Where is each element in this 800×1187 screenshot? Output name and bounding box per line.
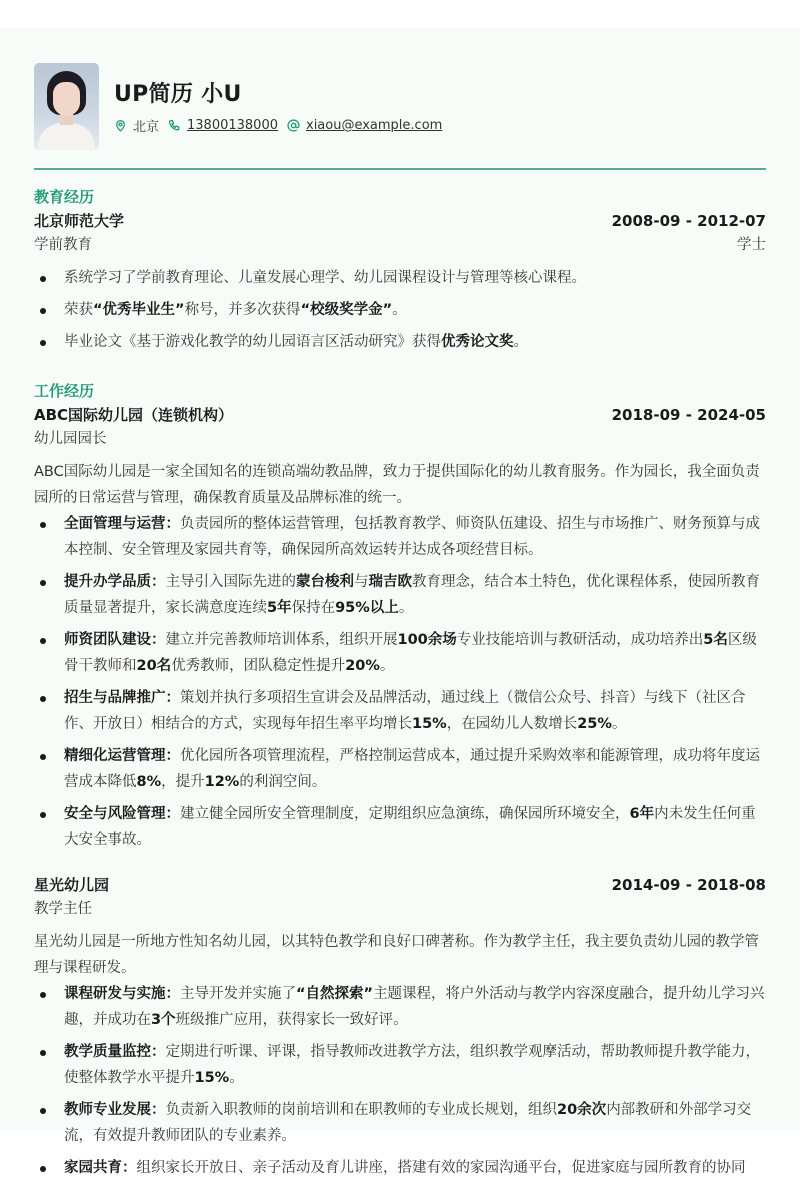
- section-title: 教育经历: [34, 188, 95, 206]
- emphasis: “校级奖学金”: [300, 302, 393, 318]
- emphasis: 教师专业发展：: [64, 1102, 166, 1118]
- job-role: 幼儿园园长: [34, 431, 107, 447]
- list-item: 师资团队建设：建立并完善教师培训体系，组织开展100余场专业技能培训与教研活动，成功培养出5名区级骨干教师和20名优秀教师，团队稳定性提升20%。: [34, 627, 766, 679]
- emphasis: 6年: [629, 806, 655, 822]
- emphasis: 8%: [136, 774, 162, 790]
- emphasis: 全面管理与运营：: [64, 516, 180, 532]
- header-divider: [34, 168, 766, 170]
- entry-date: 2018-09 - 2024-05: [611, 406, 766, 424]
- phone-link[interactable]: 13800138000: [187, 118, 278, 133]
- emphasis: 95%以上: [335, 600, 399, 616]
- list-item: 家园共育：组织家长开放日、亲子活动及育儿讲座，搭建有效的家园沟通平台，促进家庭与园所教育的协同: [34, 1155, 766, 1181]
- emphasis: 招生与品牌推广：: [64, 690, 180, 706]
- emphasis: 5名: [703, 632, 728, 648]
- entry-subheading: [34, 233, 766, 257]
- list-item: 提升办学品质：主导引入国际先进的蒙台梭利与瑞吉欧教育理念，结合本土特色，优化课程体系，使园所教育质量显著提升，家长满意度连续5年保持在95%以上。: [34, 569, 766, 621]
- list-item: 荣获“优秀毕业生”称号，并多次获得“校级奖学金”。: [34, 297, 766, 323]
- entry-heading: [34, 873, 766, 897]
- emphasis: 25%: [577, 716, 612, 732]
- emphasis: 蒙台梭利: [296, 574, 354, 590]
- emphasis: “自然探索”: [296, 986, 374, 1002]
- major: 学前教育: [34, 237, 92, 253]
- emphasis: 师资团队建设：: [64, 632, 166, 648]
- emphasis: 教学质量监控：: [64, 1044, 166, 1060]
- list-item: 精细化运营管理：优化园所各项管理流程，严格控制运营成本，通过提升采购效率和能源管理，成功将年度运营成本降低8%，提升12%的利润空间。: [34, 743, 766, 795]
- degree: 学士: [737, 237, 766, 253]
- emphasis: 精细化运营管理：: [64, 748, 180, 764]
- list-item: 毕业论文《基于游戏化教学的幼儿园语言区活动研究》获得优秀论文奖。: [34, 329, 766, 355]
- map-pin-icon: [114, 119, 127, 132]
- list-item: 安全与风险管理：建立健全园所安全管理制度，定期组织应急演练，确保园所环境安全，6年内未发生任何重大安全事故。: [34, 801, 766, 853]
- list-item: 课程研发与实施：主导开发并实施了“自然探索”主题课程，将户外活动与教学内容深度融合，提升幼儿学习兴趣，并成功在3个班级推广应用，获得家长一致好评。: [34, 981, 766, 1033]
- school-name: 北京师范大学: [34, 212, 125, 230]
- job-entry: [34, 873, 766, 1181]
- location-item: [114, 116, 159, 135]
- list-item: 系统学习了学前教育理论、儿童发展心理学、幼儿园课程设计与管理等核心课程。: [34, 265, 766, 291]
- email-item: [287, 118, 442, 133]
- entry-heading: [34, 209, 766, 233]
- bullet-list: [34, 265, 766, 355]
- emphasis: 提升办学品质：: [64, 574, 166, 590]
- emphasis: 20%: [345, 658, 380, 674]
- entry-subheading: [34, 897, 766, 921]
- phone-icon: [168, 119, 181, 132]
- list-item: 教学质量监控：定期进行听课、评课，指导教师改进教学方法，组织教学观摩活动，帮助教师提升教学能力，使整体教学水平提升15%。: [34, 1039, 766, 1091]
- job-role: 教学主任: [34, 901, 92, 917]
- list-item: 教师专业发展：负责新入职教师的岗前培训和在职教师的专业成长规划，组织20余次内部教研和外部学习交流，有效提升教师团队的专业素养。: [34, 1097, 766, 1149]
- candidate-name: UP简历 小U: [114, 82, 242, 107]
- job-description: 星光幼儿园是一所地方性知名幼儿园，以其特色教学和良好口碑著称。作为教学主任，我主要负责幼儿园的教学管理与课程研发。: [34, 934, 759, 976]
- emphasis: 20名: [136, 658, 172, 674]
- entry-heading: [34, 403, 766, 427]
- job-entry: [34, 403, 766, 853]
- entry-subheading: [34, 427, 766, 451]
- entry-date: 2014-09 - 2018-08: [611, 876, 766, 894]
- resume-page: [0, 28, 800, 1176]
- bullet-list: [34, 511, 766, 853]
- email-link[interactable]: xiaou@example.com: [306, 118, 443, 133]
- work-section: [34, 379, 766, 1181]
- emphasis: 100余场: [397, 632, 457, 648]
- list-item: 全面管理与运营：负责园所的整体运营管理，包括教育教学、师资队伍建设、招生与市场推广、财务预算与成本控制、安全管理及家园共育等，确保园所高效运转并达成各项经营目标。: [34, 511, 766, 563]
- emphasis: 安全与风险管理：: [64, 806, 180, 822]
- contact-info: [114, 116, 451, 135]
- section-title: 工作经历: [34, 382, 95, 400]
- resume-header: [34, 63, 766, 153]
- emphasis: 5年: [267, 600, 292, 616]
- emphasis: 15%: [194, 1070, 230, 1086]
- emphasis: 12%: [204, 774, 240, 790]
- emphasis: 20余次: [557, 1102, 607, 1118]
- emphasis: 15%: [412, 716, 447, 732]
- emphasis: 家园共育：: [64, 1160, 137, 1176]
- education-section: [34, 185, 766, 355]
- at-sign-icon: [287, 119, 300, 132]
- emphasis: 优秀论文奖: [441, 334, 514, 350]
- entry-date: 2008-09 - 2012-07: [611, 212, 766, 230]
- emphasis: 课程研发与实施：: [64, 986, 180, 1002]
- emphasis: “优秀毕业生”: [93, 302, 185, 318]
- list-item: 招生与品牌推广：策划并执行多项招生宣讲会及品牌活动，通过线上（微信公众号、抖音）与线下（社区合作、开放日）相结合的方式，实现每年招生率平均增长15%，在园幼儿人数增长25%。: [34, 685, 766, 737]
- company-name: 星光幼儿园: [34, 876, 110, 894]
- job-description: ABC国际幼儿园是一家全国知名的连锁高端幼教品牌，致力于提供国际化的幼儿教育服务。作为园长，我全面负责园所的日常运营与管理，确保教育质量及品牌标准的统一。: [34, 464, 760, 506]
- location-text: 北京: [133, 120, 160, 135]
- phone-item: [168, 118, 278, 133]
- emphasis: 瑞吉欧: [368, 574, 412, 590]
- company-name: ABC国际幼儿园（连锁机构）: [34, 406, 234, 424]
- resume-content: [34, 183, 766, 1187]
- profile-photo: [34, 63, 99, 150]
- emphasis: 3个: [151, 1012, 176, 1028]
- bullet-list: [34, 981, 766, 1181]
